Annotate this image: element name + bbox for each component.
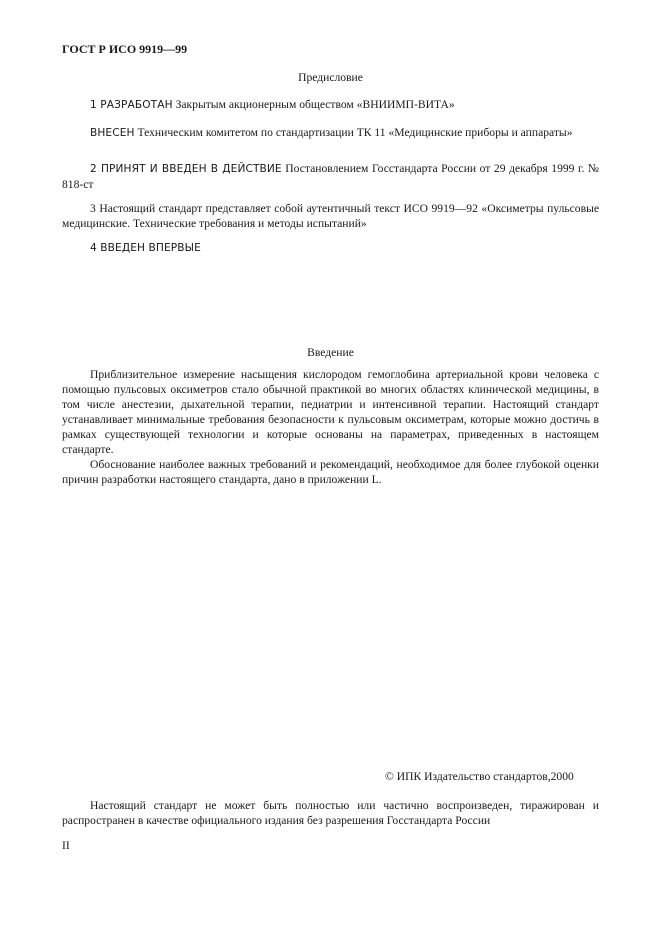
adopted-label: 2 ПРИНЯТ И ВВЕДЕН В ДЕЙСТВИЕ <box>90 163 282 175</box>
adopted-text: Постановлением Госстандарта России от 29 декабря 1999 г. № 818-ст <box>62 162 599 191</box>
foreword-item-introduced <box>62 125 599 141</box>
introduction-paragraph-2: Обоснование наиболее важных требований и рекомендаций, необходимое для более глубокой оценки причин разработки настоящего стандарта, дано в приложении L. <box>62 458 599 486</box>
copyright-notice: © ИПК Издательство стандартов,2000 <box>385 770 574 783</box>
foreword-item-authentic-text <box>62 201 599 231</box>
introduced-label: ВНЕСЕН <box>90 127 135 139</box>
foreword-item-first-introduced <box>62 240 599 256</box>
document-code: ГОСТ Р ИСО 9919—99 <box>62 42 188 56</box>
introduction-paragraph-1: Приблизительное измерение насыщения кислородом гемоглобина артериальной крови человека с помощью пульсовых оксиметров стало обычной практикой во многих областях клинической медицины, в том числе анестезии, дыхательной терапии, педиатрии и интенсивной терапии. Настоящий стандарт устанавливает минимальные требования безопасности к пульсовым оксиметрам, которые можно достичь в рамках существующей технологии и которые основаны на параметрах, приведенных в настоящем стандарте. <box>62 368 599 456</box>
introduction-body <box>62 367 599 487</box>
foreword-item-developed <box>62 97 599 113</box>
authentic-text: 3 Настоящий стандарт представляет собой аутентичный текст ИСО 9919—92 «Оксиметры пульсовые медицинские. Технические требования и методы испытаний» <box>62 202 599 230</box>
foreword-item-adopted <box>62 161 599 192</box>
developed-text: Закрытым акционерным обществом «ВНИИМП-ВИТА» <box>172 98 455 111</box>
introduction-title: Введение <box>307 346 354 359</box>
developed-label: 1 РАЗРАБОТАН <box>90 99 173 111</box>
introduced-text: Техническим комитетом по стандартизации ТК 11 «Медицинские приборы и аппараты» <box>134 126 573 139</box>
page-number: II <box>62 839 70 852</box>
reproduction-notice: Настоящий стандарт не может быть полностью или частично воспроизведен, тиражирован и распространен в качестве официального издания без разрешения Госстандарта России <box>62 799 599 827</box>
foreword-title: Предисловие <box>298 71 363 84</box>
first-introduced-label: 4 ВВЕДЕН ВПЕРВЫЕ <box>90 242 201 254</box>
